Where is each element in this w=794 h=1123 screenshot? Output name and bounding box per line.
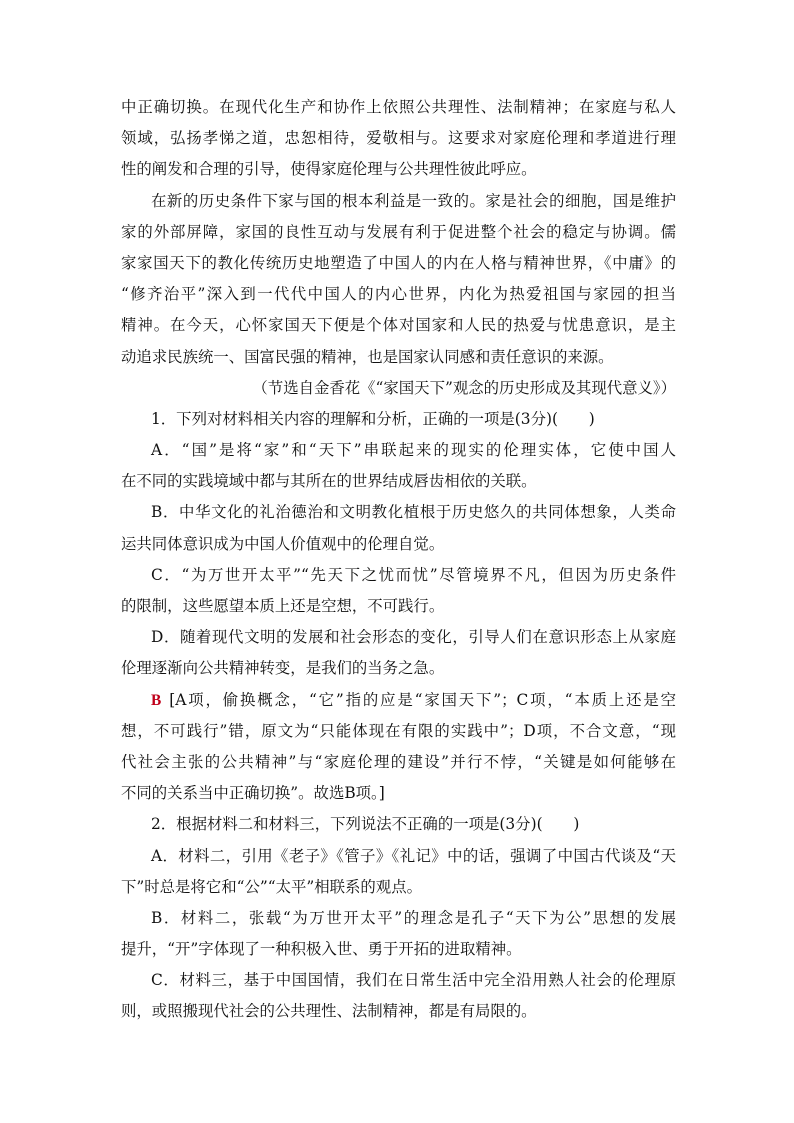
option-a xyxy=(121,435,676,497)
option-line: A．“国”是将“家”和“天下”串联起来的现实的伦理实体，它使中国人 xyxy=(151,441,676,460)
option-line: B．材料二，张载“为万世开太平”的理念是孔子“天下为公”思想的发展 xyxy=(151,908,676,927)
question-stem: 2．根据材料二和材料三，下列说法不正确的一项是(3分)( ) xyxy=(151,815,580,834)
paragraph-family-nation xyxy=(121,186,676,373)
option-line: 提升，“开”字体现了一种积极入世、勇于开拓的进取精神。 xyxy=(121,940,522,959)
option-c xyxy=(121,965,676,1027)
option-b xyxy=(121,497,676,559)
source-citation: （节选自金香花《“家国天下”观念的历史形成及其现代意义》） xyxy=(252,378,676,397)
explanation-line: 想，不可践行”错，原文为“只能体现在有限的实践中”；D项，不合文意，“现 xyxy=(121,721,676,740)
text-line: 精神。在今天，心怀家国天下便是个体对国家和人民的热爱与忧患意识，是主 xyxy=(121,316,676,335)
option-line: 运共同体意识成为中国人价值观中的伦理自觉。 xyxy=(121,534,445,553)
explanation-line xyxy=(121,685,676,716)
text-line: 性的阐发和合理的引导，使得家庭伦理与公共理性彼此呼应。 xyxy=(121,160,537,179)
question-1 xyxy=(121,404,676,809)
question-stem: 1．下列对材料相关内容的理解和分析，正确的一项是(3分)( ) xyxy=(151,409,595,428)
option-line: 则，或照搬现代社会的公共理性、法制精神，都是有局限的。 xyxy=(121,1002,537,1021)
option-a xyxy=(121,841,676,903)
option-d xyxy=(121,622,676,684)
text-line: 家的外部屏障，家国的良性互动与发展有利于促进整个社会的稳定与协调。儒 xyxy=(121,222,676,241)
document-page xyxy=(121,92,676,1028)
text-line: 在新的历史条件下家与国的根本利益是一致的。家是社会的细胞，国是维护 xyxy=(151,191,676,210)
option-line: 的限制，这些愿望本质上还是空想，不可践行。 xyxy=(121,597,445,615)
question-2 xyxy=(121,809,676,1027)
text-line: 家家国天下的教化传统历史地塑造了中国人的内在人格与精神世界，《中庸》的 xyxy=(121,253,676,272)
option-line: A．材料二，引用《老子》《管子》《礼记》中的话，强调了中国古代谈及“天 xyxy=(151,846,676,865)
text-line: 动追求民族统一、国富民强的精神，也是国家认同感和责任意识的来源。 xyxy=(121,347,614,366)
answer-letter: B xyxy=(151,691,162,709)
option-line: C．材料三，基于中国国情，我们在日常生活中完全沿用熟人社会的伦理原 xyxy=(151,971,676,990)
option-b xyxy=(121,903,676,965)
option-line: 在不同的实践境域中都与其所在的世界结成唇齿相依的关联。 xyxy=(121,472,537,491)
paragraph-continuation xyxy=(121,92,676,186)
option-line: 伦理逐渐向公共精神转变，是我们的当务之急。 xyxy=(121,659,445,678)
option-line: B．中华文化的礼治德治和文明教化植根于历史悠久的共同体想象，人类命 xyxy=(151,503,676,522)
answer-explanation xyxy=(121,685,676,810)
text-line: 领域，弘扬孝悌之道，忠恕相待，爱敬相与。这要求对家庭伦理和孝道进行理 xyxy=(121,129,676,148)
option-line: C．“为万世开太平”“先天下之忧而忧”尽管境界不凡，但因为历史条件 xyxy=(151,565,676,584)
explanation-text: [A项，偷换概念，“它”指的应是“家国天下”；C项，“本质上还是空 xyxy=(169,690,676,709)
explanation-line: 不同的关系当中正确切换”。故选B项。] xyxy=(121,784,385,803)
explanation-line: 代社会主张的公共精神”与“家庭伦理的建设”并行不悖，“关键是如何能够在 xyxy=(121,752,676,771)
text-line: “修齐治平”深入到一代代中国人的内心世界，内化为热爱祖国与家园的担当 xyxy=(121,285,676,304)
option-c xyxy=(121,560,676,622)
option-line: 下”时总是将它和“公”“太平”相联系的观点。 xyxy=(121,877,422,896)
text-line: 中正确切换。在现代化生产和协作上依照公共理性、法制精神；在家庭与私人 xyxy=(121,98,676,116)
option-line: D．随着现代文明的发展和社会形态的变化，引导人们在意识形态上从家庭 xyxy=(151,628,676,647)
